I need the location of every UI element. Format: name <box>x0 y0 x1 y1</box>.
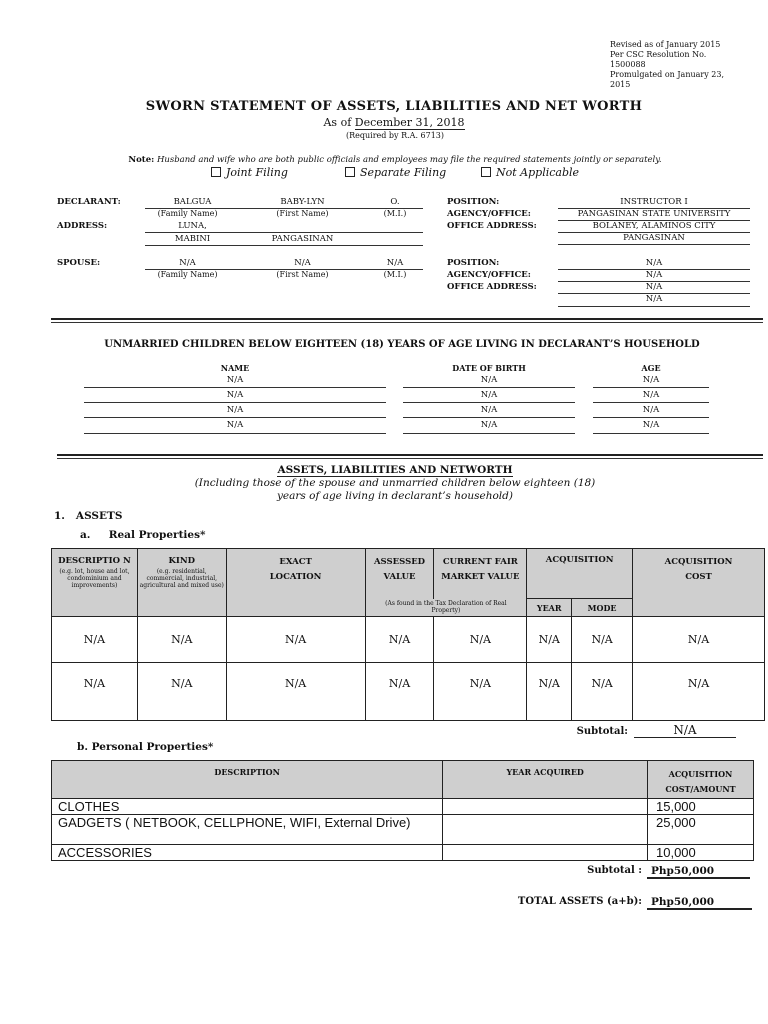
header-description: DESCRIPTIO N (e.g. lot, house and lot, condominium and improvements) <box>52 549 138 617</box>
child-name: N/A <box>226 375 244 385</box>
divider <box>403 387 575 388</box>
divider <box>593 417 709 418</box>
cell: 25,000 <box>648 815 754 845</box>
spouse-first-name: N/A <box>294 258 311 268</box>
real-subtotal-label: Subtotal: <box>576 726 628 737</box>
divider <box>84 387 386 388</box>
divider <box>558 244 750 245</box>
divider <box>403 402 575 403</box>
cell: N/A <box>527 617 572 663</box>
header-kind: KIND (e.g. residential, commercial, industrial, agricultural and mixed use) <box>137 549 226 617</box>
cell: N/A <box>434 617 527 663</box>
header-acquisition-cost: ACQUISITION COST <box>633 549 765 617</box>
address-line-1: LUNA, <box>178 221 207 231</box>
children-title: UNMARRIED CHILDREN BELOW EIGHTEEN (18) YEARS OF AGE LIVING IN DECLARANT’S HOUSEHOLD <box>104 339 700 350</box>
child-name: N/A <box>226 390 244 400</box>
cell: N/A <box>572 617 633 663</box>
child-age: N/A <box>642 375 660 385</box>
declarant-position: INSTRUCTOR I <box>620 197 688 207</box>
divider <box>145 232 423 233</box>
personal-properties-label: b. Personal Properties* <box>77 741 214 753</box>
spouse-office-address-2: N/A <box>645 294 663 304</box>
spouse-agency: N/A <box>645 270 663 280</box>
cell: CLOTHES <box>52 799 443 815</box>
header-year-acquired: YEAR ACQUIRED <box>443 761 648 799</box>
caption-family-name: (Family Name) <box>157 209 218 218</box>
divider <box>403 417 575 418</box>
cell: N/A <box>572 663 633 721</box>
assets-subtitle-2: years of age living in declarant’s household) <box>277 490 513 502</box>
child-age: N/A <box>642 420 660 430</box>
cell <box>443 845 648 861</box>
cell: N/A <box>52 663 138 721</box>
child-dob: N/A <box>480 390 498 400</box>
cell: N/A <box>633 663 765 721</box>
col-dob: DATE OF BIRTH <box>452 363 526 373</box>
caption-mi: (M.I.) <box>383 270 407 279</box>
cell: N/A <box>52 617 138 663</box>
cell: N/A <box>527 663 572 721</box>
address-label: ADDRESS: <box>57 221 108 231</box>
divider <box>558 306 750 307</box>
required-by: (Required by R.A. 6713) <box>345 131 445 140</box>
header-year: YEAR <box>527 599 572 617</box>
divider <box>84 433 386 434</box>
note-line <box>0 155 768 165</box>
as-of-date: December 31, 2018 <box>354 116 465 129</box>
assets-subtitle-1: (Including those of the spouse and unmarried children below eighteen (18) <box>194 477 596 489</box>
checkbox-icon <box>211 167 221 177</box>
spouse-office-address-1: N/A <box>645 282 663 292</box>
col-name: NAME <box>220 363 250 373</box>
checkbox-icon <box>345 167 355 177</box>
address-line-2a: MABINI <box>174 234 211 244</box>
child-dob: N/A <box>480 420 498 430</box>
cell: ACCESSORIES <box>52 845 443 861</box>
total-assets-value: Php50,000 <box>647 896 752 910</box>
section-divider <box>57 454 763 456</box>
declarant-office-address-1: BOLANEY, ALAMINOS CITY <box>592 221 716 231</box>
declarant-first-name: BABY-LYN <box>280 197 325 207</box>
spouse-mi: N/A <box>386 258 404 268</box>
cell: N/A <box>365 663 434 721</box>
spouse-family-name: N/A <box>179 258 196 268</box>
revision-line: Per CSC Resolution No. <box>610 50 707 59</box>
cell: N/A <box>137 663 226 721</box>
real-properties-label: a. Real Properties* <box>80 529 206 541</box>
child-dob: N/A <box>480 405 498 415</box>
revision-line: 2015 <box>610 80 631 89</box>
section-divider <box>57 458 763 459</box>
header-acquisition: ACQUISITION <box>527 549 633 599</box>
agency-label: AGENCY/OFFICE: <box>447 209 531 219</box>
agency-label: AGENCY/OFFICE: <box>447 270 531 280</box>
declarant-agency: PANGASINAN STATE UNIVERSITY <box>577 209 731 219</box>
table-row <box>52 617 765 663</box>
child-age: N/A <box>642 405 660 415</box>
spouse-label: SPOUSE: <box>57 258 101 268</box>
table-row <box>52 799 754 815</box>
office-address-label: OFFICE ADDRESS: <box>447 221 537 231</box>
caption-family-name: (Family Name) <box>157 270 218 279</box>
table-row <box>52 845 754 861</box>
header-description: DESCRIPTION <box>52 761 443 799</box>
section-divider <box>51 322 763 323</box>
assets-label: 1. ASSETS <box>54 510 123 522</box>
divider <box>593 387 709 388</box>
revision-line: Revised as of January 2015 <box>610 40 721 49</box>
divider <box>593 402 709 403</box>
caption-mi: (M.I.) <box>383 209 407 218</box>
position-label: POSITION: <box>447 258 500 268</box>
real-properties-table <box>51 548 765 721</box>
spouse-position: N/A <box>645 258 663 268</box>
header-tax-note: (As found in the Tax Declaration of Real Property) <box>365 599 527 617</box>
office-address-label: OFFICE ADDRESS: <box>447 282 537 292</box>
personal-subtotal-label: Subtotal : <box>587 865 642 876</box>
divider <box>403 433 575 434</box>
divider <box>84 402 386 403</box>
header-mode: MODE <box>572 599 633 617</box>
cell: N/A <box>137 617 226 663</box>
revision-note <box>610 40 750 90</box>
as-of-label: As of <box>323 116 352 129</box>
cell: N/A <box>633 617 765 663</box>
position-label: POSITION: <box>447 197 500 207</box>
child-age: N/A <box>642 390 660 400</box>
child-name: N/A <box>226 405 244 415</box>
header-location: EXACT LOCATION <box>226 549 365 617</box>
page-title: SWORN STATEMENT OF ASSETS, LIABILITIES AND NET WORTH <box>145 99 643 114</box>
filing-separate[interactable]: Separate Filing <box>345 166 446 179</box>
declarant-office-address-2: PANGASINAN <box>623 233 685 243</box>
cell: N/A <box>365 617 434 663</box>
child-dob: N/A <box>480 375 498 385</box>
filing-joint[interactable]: Joint Filing <box>211 166 288 179</box>
header-acquisition-cost: ACQUISITION COST/AMOUNT <box>648 761 754 799</box>
table-row <box>52 815 754 845</box>
declarant-label: DECLARANT: <box>57 197 121 207</box>
address-line-2b: PANGASINAN <box>271 234 334 244</box>
real-subtotal-value: N/A <box>634 723 736 738</box>
col-age: AGE <box>641 363 661 373</box>
section-divider <box>51 318 763 320</box>
divider <box>145 245 423 246</box>
cell: GADGETS ( NETBOOK, CELLPHONE, WIFI, External Drive) <box>52 815 443 845</box>
caption-first-name: (First Name) <box>276 209 329 218</box>
divider <box>84 417 386 418</box>
personal-properties-table <box>51 760 754 861</box>
cell: N/A <box>226 663 365 721</box>
declarant-family-name: BALGUA <box>173 197 212 207</box>
total-assets-label: TOTAL ASSETS (a+b): <box>517 896 642 907</box>
cell: N/A <box>434 663 527 721</box>
cell: 10,000 <box>648 845 754 861</box>
revision-line: Promulgated on January 23, <box>610 70 724 79</box>
header-assessed: ASSESSED VALUE <box>365 549 434 599</box>
assets-title: ASSETS, LIABILITIES AND NETWORTH <box>277 464 513 476</box>
cell: 15,000 <box>648 799 754 815</box>
cell <box>443 799 648 815</box>
table-row <box>52 663 765 721</box>
divider <box>593 433 709 434</box>
caption-first-name: (First Name) <box>276 270 329 279</box>
note-label: Note: <box>128 155 155 165</box>
declarant-mi: O. <box>390 197 400 207</box>
child-name: N/A <box>226 420 244 430</box>
revision-line: 1500088 <box>610 60 646 69</box>
cell: N/A <box>226 617 365 663</box>
checkbox-icon <box>481 167 491 177</box>
note-text: Husband and wife who are both public officials and employees may file the required statements jointly or separately. <box>156 155 662 165</box>
cell <box>443 815 648 845</box>
as-of-line <box>0 116 768 129</box>
personal-subtotal-value: Php50,000 <box>647 865 750 879</box>
header-fmv: CURRENT FAIR MARKET VALUE <box>434 549 527 599</box>
filing-not-applicable[interactable]: Not Applicable <box>481 166 579 179</box>
